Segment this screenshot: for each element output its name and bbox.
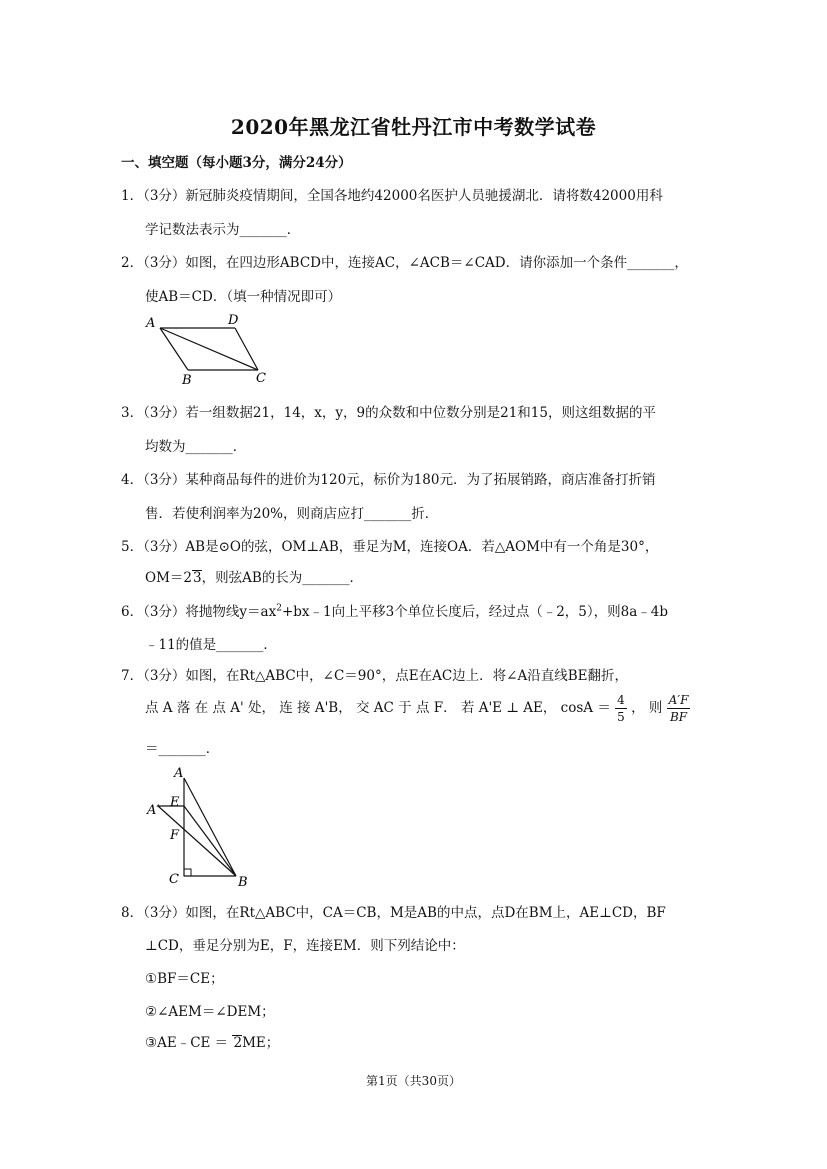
q4-line1: 4．（3分）某种商品每件的进价为120元，标价为180元．为了拓展销路，商店准备打折销	[121, 472, 656, 488]
q8-line2: ⊥CD，垂足分别为E，F，连接EM．则下列结论中：	[145, 938, 465, 954]
q6-line2: ﹣11的值是_______．	[145, 637, 277, 653]
q8-option3: ③AE﹣CE ＝ 2ME；	[145, 1035, 280, 1051]
line-eb	[184, 806, 236, 876]
q2-line1: 2．（3分）如图，在四边形ABCD中，连接AC，∠ACB＝∠CAD．请你添加一个条件_______，	[121, 255, 688, 271]
label-a-prime: A′	[147, 803, 160, 818]
q3-line2: 均数为_______．	[145, 439, 247, 455]
label-d: D	[228, 313, 239, 328]
q4-line2: 售．若使利润率为20%，则商店应打_______折．	[145, 506, 439, 522]
q1-line2: 学记数法表示为_______．	[145, 222, 301, 238]
q6-line1: 6．（3分）将抛物线$y=ax^2+bx﹣1$向上平移3个单位长度后，经过点（﹣2，5），则8a﹣4b	[121, 603, 668, 620]
right-angle-mark	[184, 869, 191, 876]
fraction-af-bf: $\frac{A'F}{BF}$	[668, 693, 689, 724]
label-b: B	[182, 373, 192, 388]
page-title: 2020年黑龙江省牡丹江市中考数学试卷	[230, 115, 597, 139]
q7-line3: ＝_______．	[145, 741, 220, 757]
fraction-4-5: $\frac{4}{5}$	[617, 693, 625, 724]
q1-line1: 1．（3分）新冠肺炎疫情期间，全国各地约42000名医护人员驰援湖北．请将数42000用科	[121, 188, 663, 204]
label-c: C	[169, 872, 179, 887]
q5-line1: 5．（3分）AB是⊙O的弦，OM⊥AB，垂足为M，连接OA．若△AOM中有一个角是30°，	[121, 539, 659, 555]
label-f: F	[170, 828, 180, 843]
q7-figure	[140, 762, 260, 892]
q3-line1: 3．（3分）若一组数据21，14，x，y，9的众数和中位数分别是21和15，则这组数据的平	[121, 405, 656, 421]
label-b: B	[238, 875, 248, 890]
edge-dc	[235, 328, 258, 370]
label-a: A	[174, 766, 184, 781]
q8-option1: ①BF＝CE；	[145, 971, 224, 987]
section-heading: 一、填空题（每小题3分，满分24分）	[121, 155, 352, 171]
sqrt-3: 3	[192, 570, 202, 586]
side-ab	[184, 778, 236, 876]
q8-line1: 8．（3分）如图，在Rt△ABC中，CA＝CB，M是AB的中点，点D在BM上，AE⊥CD，BF	[121, 905, 666, 921]
q7-line2: 点 A 落 在 点 A' 处， 连 接 A'B， 交 AC 于 点 F． 若 A'E ⊥ AE， cosA ＝ $\frac{4}{5}$ ， 则 $\frac{A'F}{BF}$	[145, 693, 689, 724]
label-c: C	[256, 371, 266, 386]
label-a: A	[146, 316, 156, 331]
label-e: E	[170, 795, 180, 810]
page-footer: 第1页（共30页）	[366, 1074, 461, 1088]
sqrt-2: 2	[233, 1035, 243, 1051]
q7-line1: 7．（3分）如图，在Rt△ABC中，∠C＝90°，点E在AC边上．将∠A沿直线BE翻折，	[121, 668, 628, 684]
q2-line2: 使AB＝CD．（填一种情况即可）	[145, 289, 342, 305]
q2-figure	[140, 310, 280, 390]
q5-line2: OM＝23，则弦AB的长为_______．	[145, 570, 363, 586]
q8-option2: ②∠AEM＝∠DEM；	[145, 1004, 275, 1020]
